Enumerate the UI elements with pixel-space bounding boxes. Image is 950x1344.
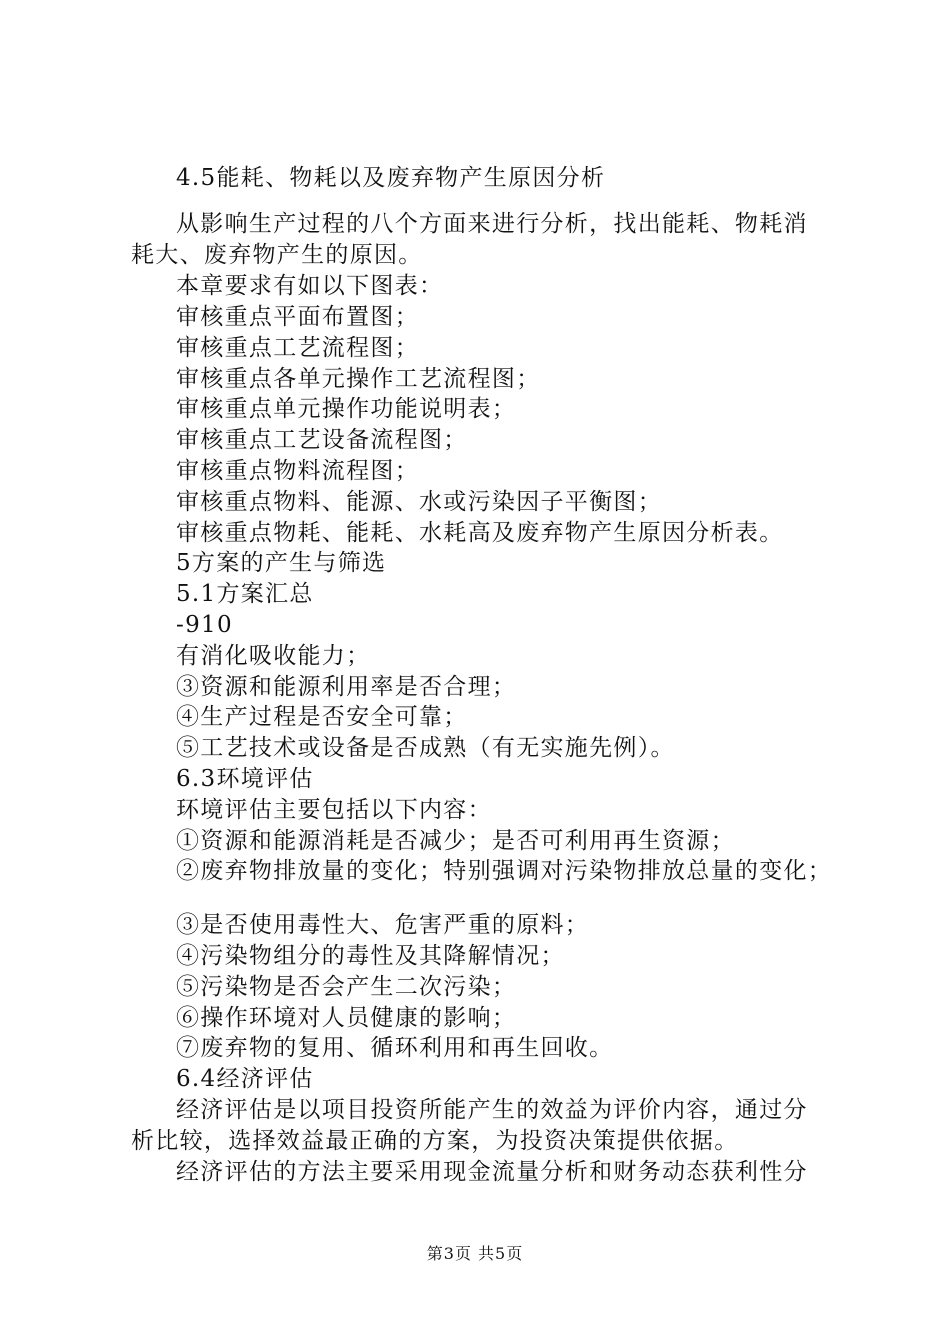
list-item: ③是否使用毒性大、危害严重的原料；: [176, 912, 590, 938]
paragraph-line: 有消化吸收能力；: [176, 643, 371, 669]
paragraph-line: 耗大、废弃物产生的原因。: [131, 242, 423, 268]
list-item: 审核重点工艺流程图；: [176, 335, 419, 361]
paragraph-line: 析比较，选择效益最正确的方案，为投资决策提供依据。: [131, 1128, 739, 1154]
section-heading-4-5: 4.5能耗、物耗以及废弃物产生原因分析: [176, 165, 606, 191]
list-item: ④生产过程是否安全可靠；: [176, 704, 468, 730]
list-item: ⑦废弃物的复用、循环利用和再生回收。: [176, 1035, 614, 1061]
list-item: 审核重点单元操作功能说明表；: [176, 396, 517, 422]
list-item: ②废弃物排放量的变化；特别强调对污染物排放总量的变化；: [176, 858, 833, 884]
paragraph-line: 经济评估是以项目投资所能产生的效益为评价内容，通过分: [176, 1097, 808, 1123]
list-item: ③资源和能源利用率是否合理；: [176, 674, 517, 700]
list-item: ④污染物组分的毒性及其降解情况；: [176, 943, 565, 969]
paragraph-line: 环境评估主要包括以下内容：: [176, 797, 492, 823]
section-heading-5-1: 5.1方案汇总: [176, 581, 314, 607]
paragraph-line: 经济评估的方法主要采用现金流量分析和财务动态获利性分: [176, 1159, 808, 1185]
page-fragment-marker: -910: [176, 612, 233, 638]
list-item: 审核重点物料流程图；: [176, 458, 419, 484]
list-item: ⑥操作环境对人员健康的影响；: [176, 1005, 517, 1031]
list-item: 审核重点各单元操作工艺流程图；: [176, 366, 541, 392]
paragraph-line: 本章要求有如以下图表：: [176, 273, 444, 299]
list-item: ①资源和能源消耗是否减少；是否可利用再生资源；: [176, 828, 735, 854]
paragraph-line: 从影响生产过程的八个方面来进行分析，找出能耗、物耗消: [176, 211, 808, 237]
list-item: 审核重点平面布置图；: [176, 304, 419, 330]
list-item: 审核重点物耗、能耗、水耗高及废弃物产生原因分析表。: [176, 520, 784, 546]
section-heading-6-4: 6.4经济评估: [176, 1066, 314, 1092]
list-item: ⑤污染物是否会产生二次污染；: [176, 974, 517, 1000]
section-heading-6-3: 6.3环境评估: [176, 766, 314, 792]
list-item: ⑤工艺技术或设备是否成熟（有无实施先例）。: [176, 735, 675, 761]
page-footer: 第3页 共5页: [426, 1244, 524, 1263]
section-heading-5: 5方案的产生与筛选: [176, 550, 387, 576]
list-item: 审核重点工艺设备流程图；: [176, 427, 468, 453]
list-item: 审核重点物料、能源、水或污染因子平衡图；: [176, 489, 662, 515]
